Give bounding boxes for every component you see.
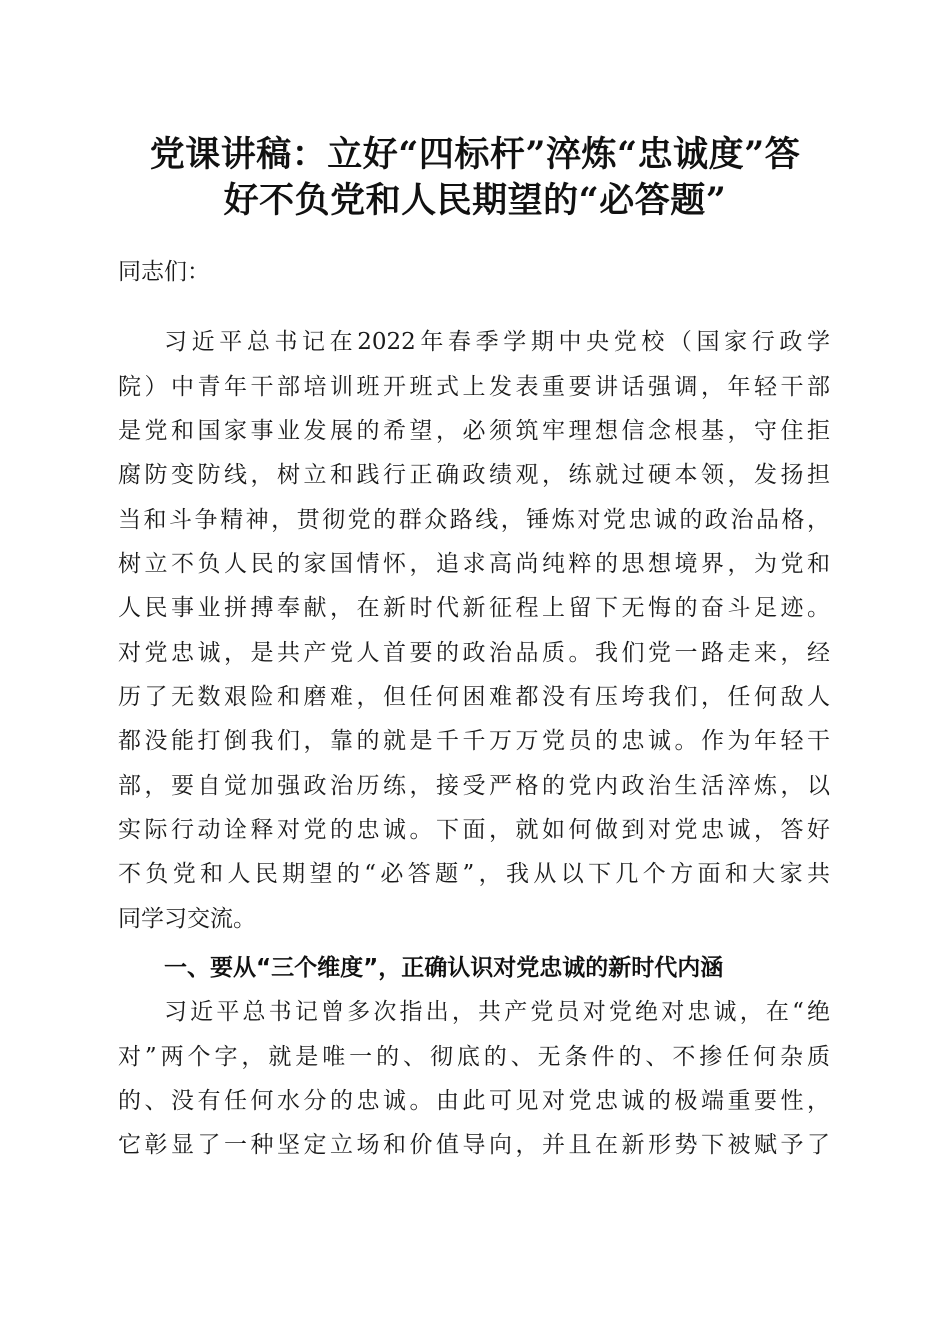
- paragraph-line: 是党和国家事业发展的希望，必须筑牢理想信念根基，守住拒: [118, 418, 830, 444]
- document-title: [110, 132, 840, 224]
- paragraph-line: 不负党和人民期望的“必答题”，我从以下几个方面和大家共: [118, 861, 830, 887]
- salutation: 同志们：: [118, 259, 210, 285]
- paragraph-line: 的、没有任何水分的忠诚。由此可见对党忠诚的极端重要性，: [118, 1088, 830, 1114]
- paragraph-line: 当和斗争精神，贯彻党的群众路线，锤炼对党忠诚的政治品格，: [118, 507, 830, 533]
- paragraph-line: 同学习交流。: [118, 906, 256, 932]
- title-line: 好不负党和人民期望的“必答题”: [223, 180, 727, 221]
- paragraph-line: 都没能打倒我们，靠的就是千千万万党员的忠诚。作为年轻干: [118, 728, 830, 754]
- paragraph-line: 院）中青年干部培训班开班式上发表重要讲话强调，年轻干部: [118, 374, 830, 400]
- title-line: 党课讲稿：立好“四标杆”淬炼“忠诚度”答: [149, 134, 801, 175]
- paragraph-line: 习近平总书记曾多次指出，共产党员对党绝对忠诚，在“绝: [164, 999, 830, 1025]
- paragraph-line: 部，要自觉加强政治历练，接受严格的党内政治生活淬炼，以: [118, 773, 830, 799]
- paragraph-line: 历了无数艰险和磨难，但任何困难都没有压垮我们，任何敌人: [118, 684, 830, 710]
- paragraph-line: 腐防变防线，树立和践行正确政绩观，练就过硬本领，发扬担: [118, 462, 830, 488]
- paragraph-line: 树立不负人民的家国情怀，追求高尚纯粹的思想境界，为党和: [118, 551, 830, 577]
- section-heading: 一、要从“三个维度”，正确认识对党忠诚的新时代内涵: [164, 955, 724, 981]
- paragraph-line: 实际行动诠释对党的忠诚。下面，就如何做到对党忠诚，答好: [118, 817, 830, 843]
- paragraph-line: 习近平总书记在2022年春季学期中央党校（国家行政学: [164, 329, 830, 355]
- paragraph-line: 它彰显了一种坚定立场和价值导向，并且在新形势下被赋予了: [118, 1132, 830, 1158]
- paragraph-line: 对”两个字，就是唯一的、彻底的、无条件的、不掺任何杂质: [118, 1044, 830, 1070]
- paragraph-line: 人民事业拼搏奉献，在新时代新征程上留下无悔的奋斗足迹。: [118, 595, 830, 621]
- paragraph-line: 对党忠诚，是共产党人首要的政治品质。我们党一路走来，经: [118, 640, 830, 666]
